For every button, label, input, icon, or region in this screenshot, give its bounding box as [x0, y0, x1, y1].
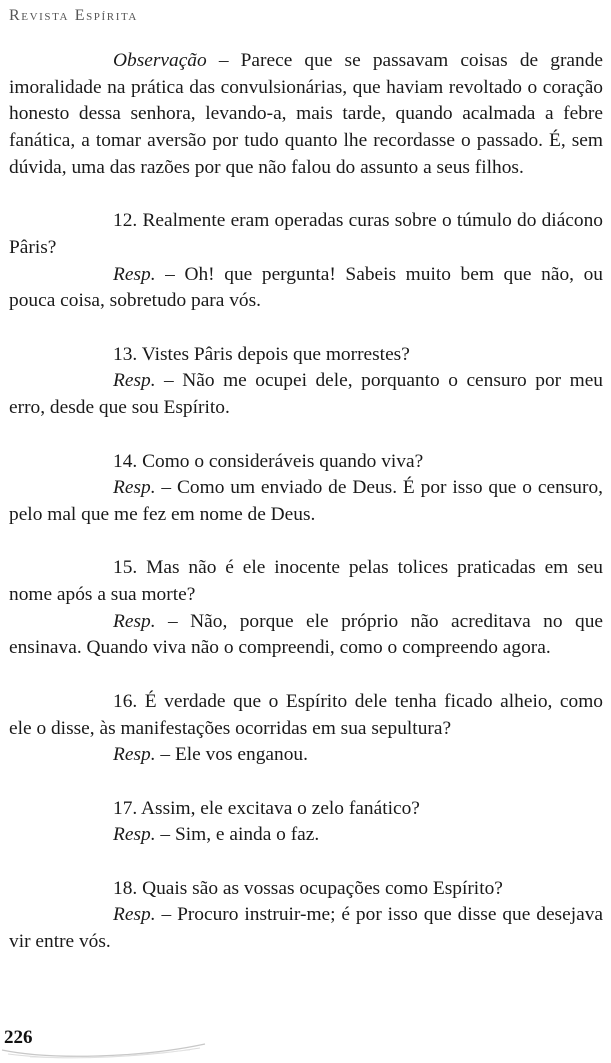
resp-separator: – [155, 824, 175, 846]
answer-text: Não me ocupei dele, porquanto o censuro por meu erro, desde que sou Espírito. [9, 370, 603, 419]
resp-label: Resp. [113, 370, 156, 392]
answer-18 [9, 902, 603, 955]
answer-14 [9, 475, 603, 528]
answer-text: Oh! que pergunta! Sabeis muito bem que não, ou pouca coisa, sobretudo para vós. [9, 263, 604, 312]
answer-13 [9, 368, 603, 421]
question-18: 18. Quais são as vossas ocupações como Espírito? [113, 877, 503, 899]
resp-separator: – [155, 904, 178, 926]
running-header: Revista Espírita [9, 7, 138, 24]
resp-label: Resp. [113, 824, 156, 846]
resp-label: Resp. [113, 744, 156, 766]
observation-separator: – [206, 50, 241, 71]
answer-text: Como um enviado de Deus. É por isso que o censuro, pelo mal que me fez em nome de Deus. [9, 477, 604, 525]
question-15: 15. Mas não é ele inocente pelas tolices praticadas em seu nome após a sua morte? [9, 557, 603, 605]
resp-separator: – [155, 370, 183, 392]
answer-text: Não, porque ele próprio não acreditava no que ensinava. Quando viva não o compreendi, como o compreendo agora. [9, 610, 604, 659]
resp-separator: – [155, 477, 177, 499]
resp-separator: – [155, 744, 175, 766]
answer-15 [9, 609, 603, 662]
resp-label: Resp. [113, 904, 156, 926]
observation-text: Parece que se passavam coisas de grande imoralidade na prática das convulsionárias, que haviam revoltado o coração honesto dessa senhora, levando-a, mais tarde, quando acalmada a febre fanática, a tomar aversão por tudo quanto lhe recordasse o passado. É, sem dúvida, uma das razões por que não falou do assunto a seus filhos. [9, 50, 604, 178]
resp-label: Resp. [113, 477, 156, 499]
page-number: 226 [4, 1027, 33, 1048]
decorative-swoosh [0, 1030, 230, 1060]
answer-12 [9, 262, 603, 315]
question-17: 17. Assim, ele excitava o zelo fanático? [113, 797, 420, 819]
question-12: 12. Realmente eram operadas curas sobre o túmulo do diácono Pâris? [9, 210, 603, 258]
answer-17 [9, 822, 603, 849]
question-13: 13. Vistes Pâris depois que morrestes? [113, 343, 410, 365]
answer-16 [9, 742, 603, 769]
resp-label: Resp. [113, 263, 156, 285]
answer-text: Ele vos enganou. [174, 744, 308, 766]
observation-paragraph [9, 48, 603, 182]
resp-separator: – [155, 610, 191, 632]
page-body [9, 48, 603, 956]
observation-label: Observação [113, 50, 207, 71]
question-14: 14. Como o consideráveis quando viva? [113, 450, 424, 472]
question-16: 16. É verdade que o Espírito dele tenha ficado alheio, como ele o disse, às manifestações ocorridas em sua sepultura? [9, 690, 603, 739]
answer-text: Sim, e ainda o faz. [174, 824, 320, 846]
resp-label: Resp. [113, 610, 156, 632]
resp-separator: – [155, 263, 185, 285]
answer-text: Procuro instruir-me; é por isso que disse que desejava vir entre vós. [9, 904, 603, 953]
